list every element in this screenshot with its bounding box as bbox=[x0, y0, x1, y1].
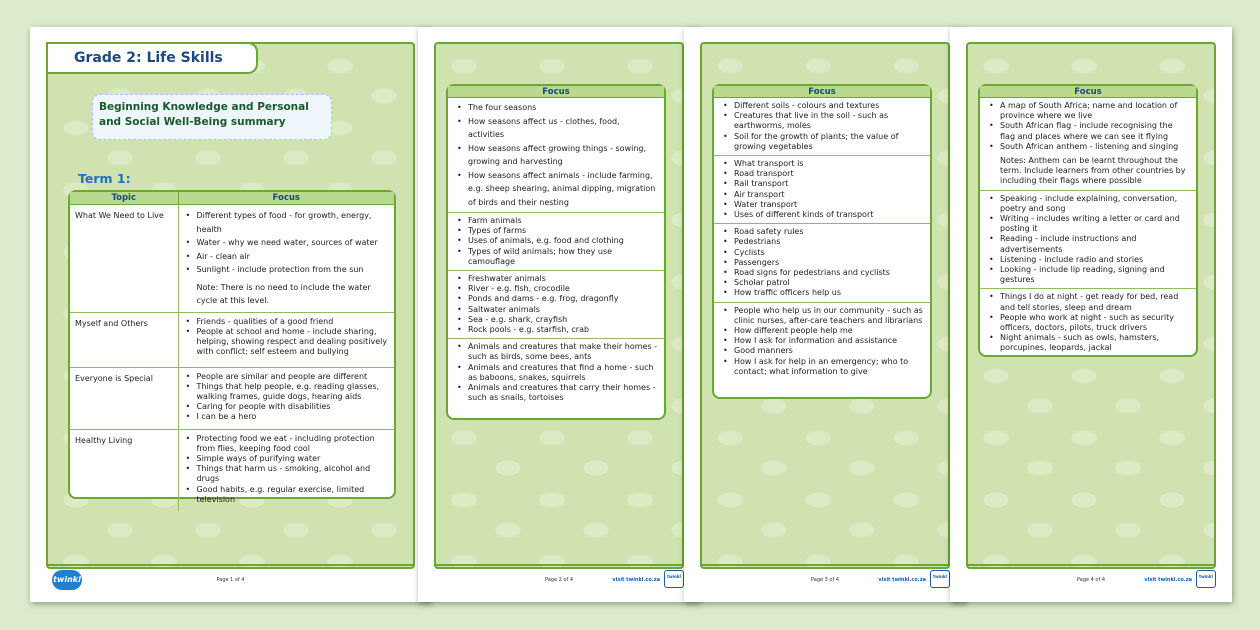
focus-box bbox=[712, 84, 932, 399]
focus-list bbox=[454, 216, 658, 267]
bullet-item: • How I ask for information and assistance bbox=[720, 336, 924, 346]
focus-list bbox=[720, 306, 924, 377]
footer-rule bbox=[434, 564, 684, 566]
focus-cell bbox=[178, 205, 394, 313]
bullet-item: • People who help us in our community - such as clinic nurses, after-care teachers and librarians bbox=[720, 306, 924, 326]
bullet-item: • How seasons affect us - clothes, food, activities bbox=[454, 115, 658, 142]
bullet-item: • Listening - include radio and stories bbox=[986, 255, 1190, 265]
page-footer bbox=[434, 572, 684, 588]
focus-box bbox=[446, 84, 666, 420]
page-number: Page 3 of 4 bbox=[810, 577, 840, 583]
focus-cell bbox=[178, 367, 394, 429]
bullet-item: • Different soils - colours and textures bbox=[720, 101, 924, 111]
focus-list bbox=[183, 434, 391, 505]
col-topic-header: Topic bbox=[70, 192, 178, 205]
page-number: Page 4 of 4 bbox=[1076, 577, 1106, 583]
bullet-item: • Passengers bbox=[720, 258, 924, 268]
table-row bbox=[70, 367, 394, 429]
bullet-item: • Sea - e.g. shark, crayfish bbox=[454, 315, 658, 325]
focus-header: Focus bbox=[980, 86, 1196, 98]
focus-list bbox=[986, 292, 1190, 353]
page-footer bbox=[966, 572, 1216, 588]
focus-section bbox=[714, 155, 930, 223]
twinkl-link[interactable]: visit twinkl.co.za bbox=[878, 577, 926, 583]
footer-rule bbox=[966, 564, 1216, 566]
focus-list bbox=[720, 227, 924, 298]
topic-cell: What We Need to Live bbox=[70, 205, 178, 313]
bullet-item: • Things that harm us - smoking, alcohol and drugs bbox=[183, 464, 391, 484]
bullet-item: • Things that help people, e.g. reading glasses, walking frames, guide dogs, hearing aids bbox=[183, 382, 391, 402]
bullet-item: • People who work at night - such as security officers, doctors, pilots, truck drivers bbox=[986, 313, 1190, 333]
focus-list bbox=[183, 209, 391, 308]
page-1 bbox=[30, 27, 431, 602]
focus-list bbox=[986, 194, 1190, 286]
bullet-item: • A map of South Africa; name and location of province where we live bbox=[986, 101, 1190, 121]
page-1-panel bbox=[46, 42, 415, 569]
bullet-item: • Good habits, e.g. regular exercise, limited television bbox=[183, 485, 391, 505]
col-focus-header: Focus bbox=[178, 192, 394, 205]
focus-header: Focus bbox=[448, 86, 664, 98]
page-footer bbox=[700, 572, 950, 588]
term-heading: Term 1: bbox=[78, 171, 131, 186]
bullet-item: • Farm animals bbox=[454, 216, 658, 226]
bullet-item: • Different types of food - for growth, energy, health bbox=[183, 209, 391, 236]
bullet-item: • Uses of different kinds of transport bbox=[720, 210, 924, 220]
bullet-item: • Pedestrians bbox=[720, 237, 924, 247]
bullet-item: • Simple ways of purifying water bbox=[183, 454, 391, 464]
bullet-item: • River - e.g. fish, crocodile bbox=[454, 284, 658, 294]
focus-list bbox=[454, 274, 658, 335]
focus-section bbox=[448, 338, 664, 406]
bullet-item: • Freshwater animals bbox=[454, 274, 658, 284]
bullet-item: • Uses of animals, e.g. food and clothing bbox=[454, 236, 658, 246]
bullet-item: • Cyclists bbox=[720, 248, 924, 258]
bullet-item: • Night animals - such as owls, hamsters, porcupines, leopards, jackal bbox=[986, 333, 1190, 353]
bullet-item: • Road signs for pedestrians and cyclists bbox=[720, 268, 924, 278]
subtitle-line-1: Beginning Knowledge and Personal bbox=[99, 101, 309, 113]
bullet-item: • Road transport bbox=[720, 169, 924, 179]
twinkl-badge-icon: twinkl bbox=[664, 570, 684, 588]
page-2-panel bbox=[434, 42, 684, 569]
bullet-item: • Saltwater animals bbox=[454, 305, 658, 315]
bullet-item: • Good manners bbox=[720, 346, 924, 356]
topic-table bbox=[68, 190, 396, 504]
focus-header: Focus bbox=[714, 86, 930, 98]
bullet-item: • Soil for the growth of plants; the value of growing vegetables bbox=[720, 132, 924, 152]
twinkl-badge-icon: twinkl bbox=[930, 570, 950, 588]
bullet-item: • Rail transport bbox=[720, 179, 924, 189]
bullet-item: • Rock pools - e.g. starfish, crab bbox=[454, 325, 658, 335]
bullet-item: • Animals and creatures that make their homes - such as birds, some bees, ants bbox=[454, 342, 658, 362]
bullet-item: • How seasons affect growing things - sowing, growing and harvesting bbox=[454, 142, 658, 169]
topic-cell: Everyone is Special bbox=[70, 367, 178, 429]
bullet-item: • Caring for people with disabilities bbox=[183, 402, 391, 412]
focus-section bbox=[980, 288, 1196, 356]
bullet-item: • Speaking - include explaining, conversation, poetry and song bbox=[986, 194, 1190, 214]
bullet-item: • Air transport bbox=[720, 190, 924, 200]
bullet-item: • Air - clean air bbox=[183, 250, 391, 264]
bullet-item: • I can be a hero bbox=[183, 412, 391, 422]
topic-cell: Healthy Living bbox=[70, 429, 178, 511]
bullet-item: • The four seasons bbox=[454, 101, 658, 115]
focus-section bbox=[714, 302, 930, 380]
bullet-item: • Protecting food we eat - including protection from flies, keeping food cool bbox=[183, 434, 391, 454]
twinkl-link[interactable]: visit twinkl.co.za bbox=[1144, 577, 1192, 583]
bullet-item: • Types of farms bbox=[454, 226, 658, 236]
focus-box bbox=[978, 84, 1198, 357]
page-4-panel bbox=[966, 42, 1216, 569]
subtitle-line-2: and Social Well-Being summary bbox=[99, 116, 286, 128]
bullet-item: • Animals and creatures that carry their homes - such as snails, tortoises bbox=[454, 383, 658, 403]
footer-rule bbox=[46, 564, 415, 566]
bullet-item: • Types of wild animals; how they use camouflage bbox=[454, 247, 658, 267]
table-row bbox=[70, 429, 394, 511]
focus-list bbox=[986, 101, 1190, 187]
focus-list bbox=[454, 342, 658, 403]
focus-section bbox=[980, 98, 1196, 190]
bullet-item: • Friends - qualities of a good friend bbox=[183, 317, 391, 327]
focus-section bbox=[714, 98, 930, 155]
subtitle-box bbox=[92, 94, 332, 140]
page-4 bbox=[950, 27, 1232, 602]
bullet-item: • What transport is bbox=[720, 159, 924, 169]
page-2 bbox=[418, 27, 700, 602]
page-footer bbox=[46, 572, 415, 588]
bullet-item: • Water - why we need water, sources of water bbox=[183, 236, 391, 250]
bullet-item: • Road safety rules bbox=[720, 227, 924, 237]
bullet-item: • Writing - includes writing a letter or card and posting it bbox=[986, 214, 1190, 234]
twinkl-link[interactable]: visit twinkl.co.za bbox=[612, 577, 660, 583]
bullet-item: • People at school and home - include sharing, helping, showing respect and dealing positively with conflict; self esteem and bullying bbox=[183, 327, 391, 358]
bullet-item: • South African anthem - listening and singing bbox=[986, 142, 1190, 152]
bullet-item: • Creatures that live in the soil - such as earthworms, moles bbox=[720, 111, 924, 131]
bullet-item: • Sunlight - include protection from the sun bbox=[183, 263, 391, 277]
focus-cell bbox=[178, 312, 394, 367]
page-number: Page 1 of 4 bbox=[216, 577, 245, 583]
focus-section bbox=[448, 212, 664, 270]
bullet-item: • Reading - include instructions and advertisements bbox=[986, 234, 1190, 254]
focus-section bbox=[714, 223, 930, 301]
page-3 bbox=[684, 27, 966, 602]
bullet-item: • Scholar patrol bbox=[720, 278, 924, 288]
bullet-item: • How different people help me bbox=[720, 326, 924, 336]
bullet-item: • People are similar and people are different bbox=[183, 372, 391, 382]
bullet-item: • How traffic officers help us bbox=[720, 288, 924, 298]
twinkl-logo[interactable]: twinkl bbox=[52, 570, 82, 590]
focus-cell bbox=[178, 429, 394, 511]
bullet-item: • Water transport bbox=[720, 200, 924, 210]
bullet-item: • How seasons affect animals - include farming, e.g. sheep shearing, animal dipping, migration of birds and their nesting bbox=[454, 169, 658, 210]
bullet-item: Note: There is no need to include the water cycle at this level. bbox=[196, 282, 371, 305]
focus-list bbox=[454, 101, 658, 209]
bullet-item: • Animals and creatures that find a home - such as baboons, snakes, squirrels bbox=[454, 363, 658, 383]
page-number: Page 2 of 4 bbox=[544, 577, 574, 583]
bullet-item: • Ponds and dams - e.g. frog, dragonfly bbox=[454, 294, 658, 304]
focus-list bbox=[720, 159, 924, 220]
focus-list bbox=[720, 101, 924, 152]
focus-section bbox=[980, 190, 1196, 289]
focus-list bbox=[183, 372, 391, 423]
focus-section bbox=[448, 270, 664, 338]
table-row bbox=[70, 205, 394, 313]
bullet-item: • Looking - include lip reading, signing and gestures bbox=[986, 265, 1190, 285]
page-3-panel bbox=[700, 42, 950, 569]
bullet-item: • Things I do at night - get ready for bed, read and tell stories, sleep and dream bbox=[986, 292, 1190, 312]
table-row bbox=[70, 312, 394, 367]
focus-section bbox=[448, 98, 664, 212]
focus-list bbox=[183, 317, 391, 358]
topic-cell: Myself and Others bbox=[70, 312, 178, 367]
twinkl-badge-icon: twinkl bbox=[1196, 570, 1216, 588]
bullet-item: • South African flag - include recognising the flag and places where we can see it flying bbox=[986, 121, 1190, 141]
footer-rule bbox=[700, 564, 950, 566]
bullet-item: • How I ask for help in an emergency; who to contact; what information to give bbox=[720, 357, 924, 377]
page-title: Grade 2: Life Skills bbox=[46, 42, 258, 74]
note-text: Notes: Anthem can be learnt throughout the term. Include learners from other countries by including their flags where possible bbox=[1000, 156, 1186, 186]
